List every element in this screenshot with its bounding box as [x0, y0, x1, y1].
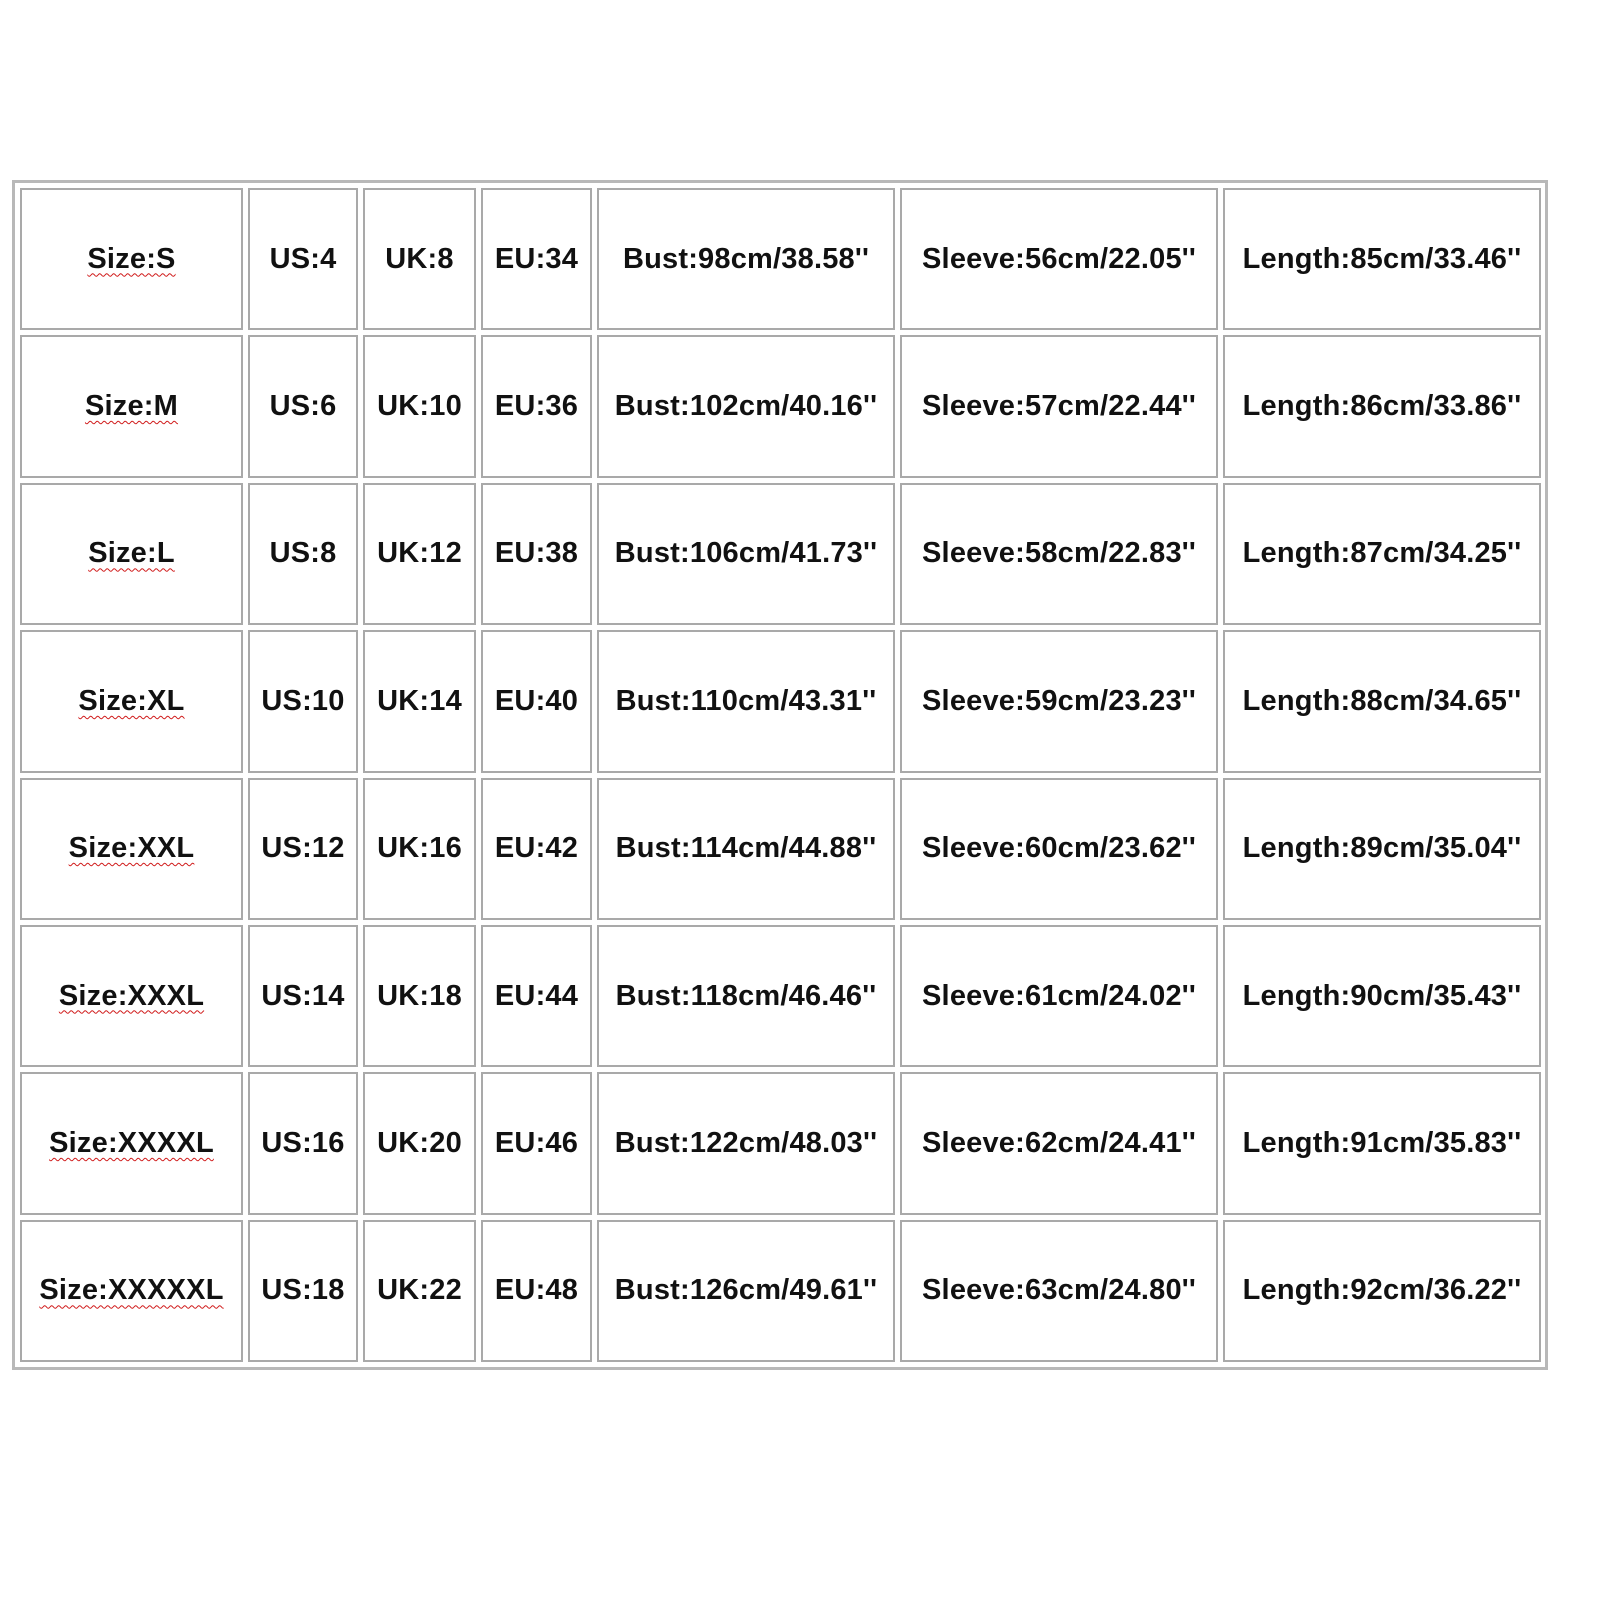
- size-chart-table: [15, 183, 1546, 1367]
- uk-size-cell: UK:20: [363, 1072, 476, 1214]
- us-size-cell: US:10: [248, 630, 358, 772]
- eu-size-cell: EU:46: [481, 1072, 592, 1214]
- size-row-s: [20, 188, 1541, 330]
- size-label: Size:XXXL: [58, 979, 205, 1012]
- bust-cell: Bust:114cm/44.88'': [597, 778, 895, 920]
- sleeve-cell: Sleeve:62cm/24.41'': [900, 1072, 1218, 1214]
- sleeve-cell: Sleeve:59cm/23.23'': [900, 630, 1218, 772]
- sleeve-cell: Sleeve:57cm/22.44'': [900, 335, 1218, 477]
- bust-cell: Bust:122cm/48.03'': [597, 1072, 895, 1214]
- size-label: Size:S: [87, 242, 176, 275]
- size-row-xxxxxl: [20, 1220, 1541, 1362]
- bust-cell: Bust:118cm/46.46'': [597, 925, 895, 1067]
- size-row-m: [20, 335, 1541, 477]
- uk-size-cell: UK:16: [363, 778, 476, 920]
- length-cell: Length:86cm/33.86'': [1223, 335, 1541, 477]
- size-chart: [12, 180, 1548, 1370]
- size-row-xxl: [20, 778, 1541, 920]
- uk-size-cell: UK:10: [363, 335, 476, 477]
- size-label: Size:XXL: [68, 832, 195, 865]
- eu-size-cell: EU:36: [481, 335, 592, 477]
- uk-size-cell: UK:22: [363, 1220, 476, 1362]
- eu-size-cell: EU:42: [481, 778, 592, 920]
- size-row-xxxxl: [20, 1072, 1541, 1214]
- uk-size-cell: UK:12: [363, 483, 476, 625]
- us-size-cell: US:8: [248, 483, 358, 625]
- length-cell: Length:85cm/33.46'': [1223, 188, 1541, 330]
- sleeve-cell: Sleeve:61cm/24.02'': [900, 925, 1218, 1067]
- us-size-cell: US:12: [248, 778, 358, 920]
- eu-size-cell: EU:34: [481, 188, 592, 330]
- size-row-l: [20, 483, 1541, 625]
- sleeve-cell: Sleeve:60cm/23.62'': [900, 778, 1218, 920]
- size-row-xxxl: [20, 925, 1541, 1067]
- size-label: Size:M: [84, 390, 179, 423]
- size-cell: [20, 188, 243, 330]
- size-cell: [20, 925, 243, 1067]
- size-cell: [20, 335, 243, 477]
- eu-size-cell: EU:48: [481, 1220, 592, 1362]
- sleeve-cell: Sleeve:63cm/24.80'': [900, 1220, 1218, 1362]
- size-label: Size:L: [88, 537, 175, 570]
- eu-size-cell: EU:40: [481, 630, 592, 772]
- length-cell: Length:92cm/36.22'': [1223, 1220, 1541, 1362]
- sleeve-cell: Sleeve:58cm/22.83'': [900, 483, 1218, 625]
- bust-cell: Bust:102cm/40.16'': [597, 335, 895, 477]
- size-cell: [20, 778, 243, 920]
- size-label: Size:XXXXL: [49, 1126, 214, 1159]
- us-size-cell: US:16: [248, 1072, 358, 1214]
- bust-cell: Bust:126cm/49.61'': [597, 1220, 895, 1362]
- length-cell: Length:89cm/35.04'': [1223, 778, 1541, 920]
- uk-size-cell: UK:8: [363, 188, 476, 330]
- us-size-cell: US:14: [248, 925, 358, 1067]
- size-cell: [20, 483, 243, 625]
- us-size-cell: US:6: [248, 335, 358, 477]
- sleeve-cell: Sleeve:56cm/22.05'': [900, 188, 1218, 330]
- size-label: Size:XL: [78, 684, 185, 717]
- bust-cell: Bust:110cm/43.31'': [597, 630, 895, 772]
- us-size-cell: US:18: [248, 1220, 358, 1362]
- size-label: Size:XXXXXL: [39, 1274, 224, 1307]
- us-size-cell: US:4: [248, 188, 358, 330]
- uk-size-cell: UK:14: [363, 630, 476, 772]
- size-cell: [20, 1220, 243, 1362]
- size-cell: [20, 1072, 243, 1214]
- length-cell: Length:91cm/35.83'': [1223, 1072, 1541, 1214]
- eu-size-cell: EU:44: [481, 925, 592, 1067]
- length-cell: Length:90cm/35.43'': [1223, 925, 1541, 1067]
- bust-cell: Bust:98cm/38.58'': [597, 188, 895, 330]
- eu-size-cell: EU:38: [481, 483, 592, 625]
- bust-cell: Bust:106cm/41.73'': [597, 483, 895, 625]
- size-cell: [20, 630, 243, 772]
- uk-size-cell: UK:18: [363, 925, 476, 1067]
- size-row-xl: [20, 630, 1541, 772]
- length-cell: Length:87cm/34.25'': [1223, 483, 1541, 625]
- length-cell: Length:88cm/34.65'': [1223, 630, 1541, 772]
